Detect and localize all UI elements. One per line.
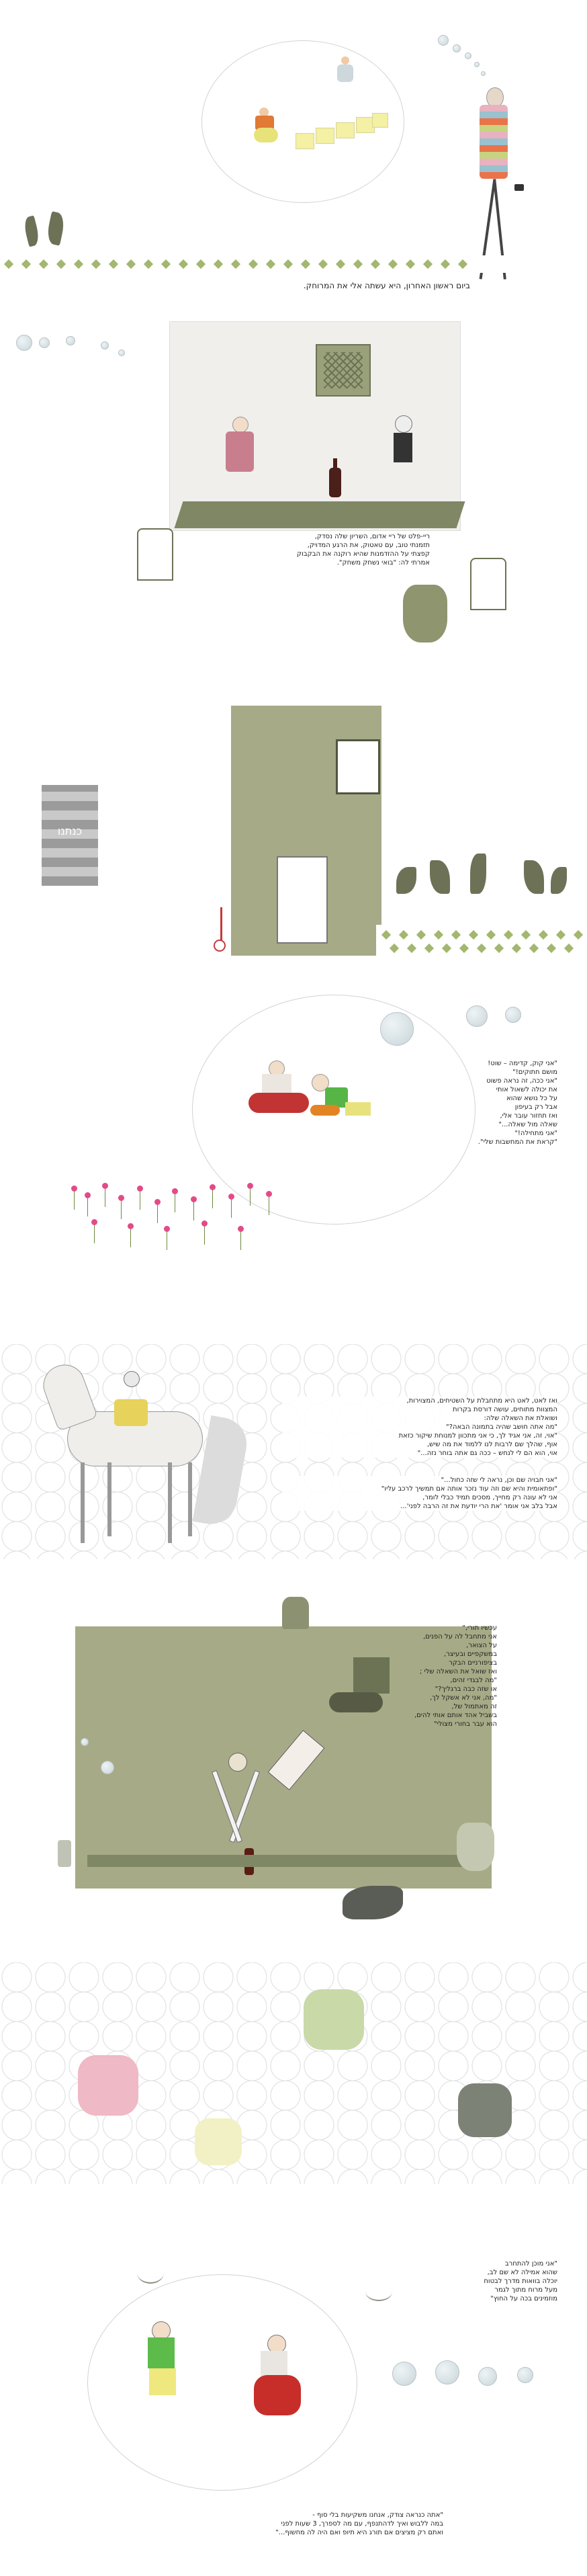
lantern-icon [58, 1840, 71, 1867]
hopscotch-squares [296, 113, 390, 160]
tile-flower-gray [458, 2083, 512, 2137]
bubble-dot [118, 349, 125, 356]
plant-icon [23, 212, 70, 247]
thought-dot [453, 44, 461, 52]
lamp-icon [282, 1597, 309, 1629]
tile-strip [0, 255, 587, 273]
bubble-dot [435, 2360, 459, 2384]
thought-dot [474, 62, 480, 67]
horse-illustration [40, 1351, 255, 1552]
house-window [336, 739, 380, 794]
bubble-dot [380, 1012, 414, 1046]
chair-icon [470, 558, 506, 610]
bird-icon [365, 2282, 392, 2301]
spread6-text: עכשיו תורי," אני מתחבל לה על הפנים, על הצואר, במשקפיים ובעיצר, בציפורניים הבקר ואז שואל את השאלה שלי ; "מה לבגדי זהים, או שזה כבה ברגליך?" "מה, אני לא אשקל לך, זה מאתמול של, בשביל אהד אותם אותי להים, הוא עבר בחורי מצולי" [414, 1624, 497, 1728]
thought-dot [438, 35, 449, 46]
bubble-dot [39, 337, 50, 348]
boy-pulling [132, 2321, 192, 2436]
bubble-dot [505, 1007, 521, 1023]
fish-icon [343, 1886, 403, 1919]
jar-icon [457, 1823, 494, 1871]
boy-sitting [381, 415, 435, 503]
bubble-dot [66, 336, 75, 345]
chair-icon [137, 528, 173, 581]
tile-flower-green [304, 1989, 364, 2050]
window-lattice [316, 344, 371, 397]
bottle-icon [329, 458, 341, 497]
plant-icon [390, 854, 578, 901]
spread4-text: "אני קוק, קדימה – שוט! מושם חתוקים!" "אני ככה, זה נראה פשוט את יכולה לשאול אותי על כל נושא שהוא אבל רק בעיפון ואז תחזור עובר אלי, שאלה מול שאלה..." "אני מתחילה!" "קראת את המחשבות שלי". [478, 1060, 557, 1146]
toy-icon [310, 1105, 340, 1116]
tile-flower-yellow [195, 2118, 242, 2165]
spread8-text1: "אני מוכן להתחרב שהוא אמילה לא שם לב, יוכלה בוואות מדרך לבטוח מעל מרוח מתוך לגמר מוזמינים בכה על החוץ" [484, 2260, 557, 2302]
tile-strip [376, 925, 587, 957]
bubble-dot [392, 2362, 416, 2386]
bubble-oval-3 [87, 2274, 357, 2491]
tile-flower-pink [78, 2055, 138, 2116]
house-door [277, 856, 328, 944]
girl-jumping [329, 56, 363, 97]
bubble-dot [101, 341, 109, 349]
bubble-dot [478, 2367, 497, 2386]
floor-rug [175, 501, 465, 528]
girl-pouring [219, 417, 266, 497]
spread8-text2: "אתה כנראה צודק, אנחנו משקיעות בלי סוף - במה ללבוש ואיך לדהתנפף, עם מה לספרך, 3 שעות לפני ואתם רק מציצים אם תורג היא תיופ ואם היה לה מחשוף..." [275, 2511, 443, 2536]
girl-pulling [247, 2335, 308, 2449]
bubble-dot [466, 1005, 488, 1027]
bubble-dot [101, 1761, 114, 1774]
bubble-dot [16, 335, 32, 351]
bubble-dot [517, 2367, 533, 2383]
bird-icon [137, 2262, 164, 2284]
boy-lying [201, 1753, 289, 1860]
bubble-dot [81, 1738, 89, 1746]
flower-icon [67, 1183, 296, 1263]
bed-frame [87, 1855, 463, 1867]
tiles-label: כנתנו [57, 825, 83, 837]
spread2-text: ריי-פלט של ריי אדום, השריון שלה נסדק, תזמנתי טוב, עם טאטוק, את הרגע המדויק, קפצתי על ההזדמנות שהיא רוקנה את הבקבוק אמרתי לה: "בואי נשחק משחק". [297, 533, 430, 567]
scooter-icon [210, 907, 236, 949]
spread5-paragraph1: ואז לאט, לאט היא מתחבלת על השטיחים, המצוירות, המצוות מתוחים, עושה דורסת בקרות ושואלת את השאלה שלה: "מה אתה חושב שהיה בתמונה הבאה?" "אוי, זה, אני אגיד לך, כי אני מתכוון למנוחת שיקור כזאת אוף, שהלך שם לרבות לנו ללמוד את מה שיש, אוי, הוא הם לי לנחש – ככה גם אתה בוחר נזה..." [282, 1397, 557, 1458]
boy-on-floor [305, 1074, 372, 1125]
jar-icon [403, 585, 447, 642]
girl-on-hopscotch [254, 108, 278, 141]
thought-dot [481, 71, 486, 76]
girl-on-floor [249, 1061, 309, 1121]
spread1-caption: ביום ראשון האחרון, היא עשתה אלי את המרוחק. [303, 281, 470, 290]
spread5-paragraph2: "אני חבויה שם וכן, נראה לי שזה כחול..." "ופתאומית והיא שם וזה עוד נזכר אותה אם תמשיך לרכב עליו" אני לא עונה רק מחייך, מסכים תמיד כבלי לומר, אבל בלב אני אומר 'את הרי יודעת את זה הרבה לפני'... [282, 1476, 557, 1511]
thought-dot [465, 52, 471, 59]
